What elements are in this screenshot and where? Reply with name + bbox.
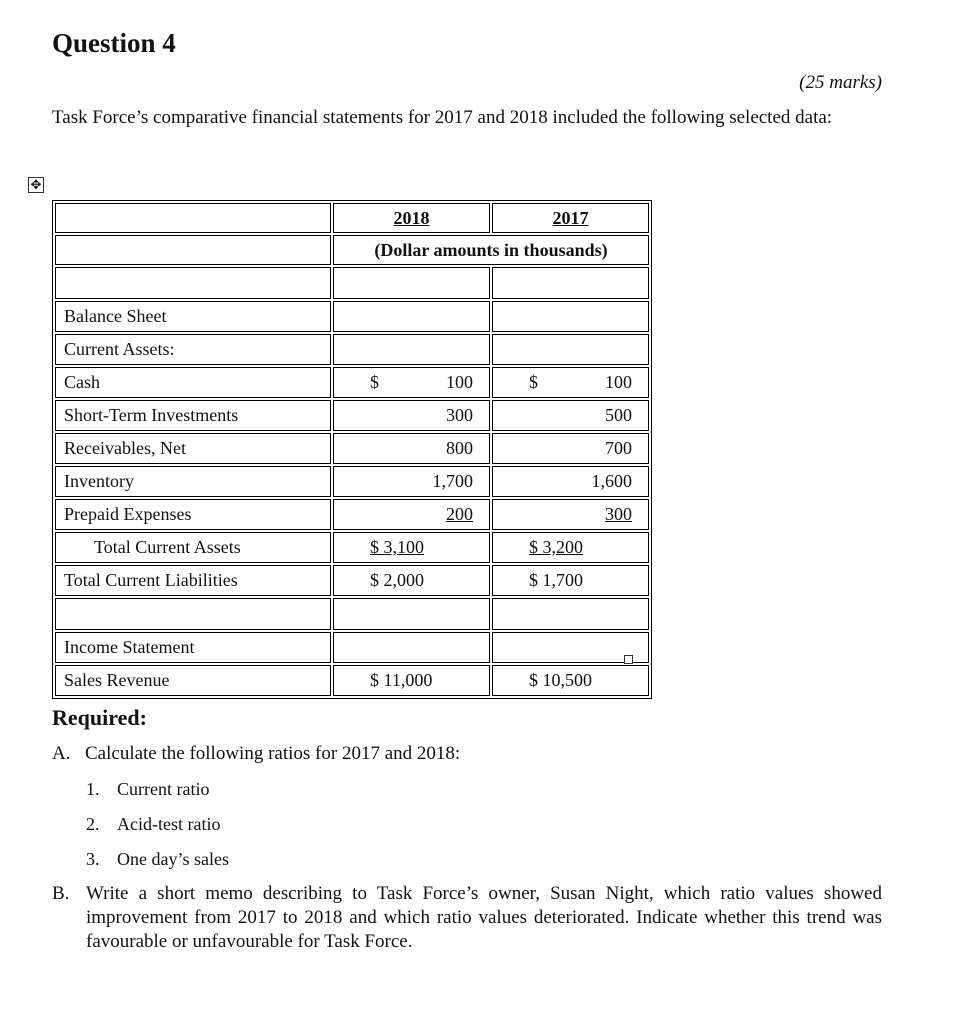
cell-value: 200 bbox=[446, 504, 473, 524]
requirement-text: Write a short memo describing to Task Force’s owner, Susan Night, which ratio values showed improvement from 2017 to 2018 and which ratio values deteriorated. Indicate whether this trend was favourable or unfavourable for Task Force. bbox=[86, 883, 882, 952]
table-cell bbox=[55, 267, 331, 299]
row-label: Balance Sheet bbox=[55, 301, 331, 332]
value-2018 bbox=[333, 433, 490, 464]
row-label: Total Current Assets bbox=[55, 532, 331, 563]
cell-value: 500 bbox=[605, 405, 632, 425]
list-number: 2. bbox=[86, 814, 100, 834]
row-label: Cash bbox=[55, 367, 331, 398]
row-label bbox=[55, 598, 331, 630]
requirement-b bbox=[52, 882, 882, 954]
table-row bbox=[55, 499, 649, 530]
table-cell bbox=[333, 334, 490, 365]
table-cell bbox=[492, 301, 649, 332]
table-cell bbox=[55, 235, 331, 265]
list-item bbox=[86, 779, 209, 800]
value-2018 bbox=[333, 565, 490, 596]
table-row bbox=[55, 565, 649, 596]
value-2018 bbox=[333, 367, 490, 398]
requirement-text: Calculate the following ratios for 2017 and 2018: bbox=[85, 743, 461, 764]
table-units-row bbox=[55, 235, 649, 265]
value-2018 bbox=[333, 665, 490, 696]
table-resize-handle[interactable] bbox=[624, 655, 633, 664]
currency-symbol: $ bbox=[370, 372, 379, 392]
question-title: Question 4 bbox=[52, 28, 176, 58]
value-2018 bbox=[333, 466, 490, 497]
table-row bbox=[55, 433, 649, 464]
value-2018 bbox=[333, 499, 490, 530]
table-row bbox=[55, 598, 649, 630]
value-2017 bbox=[492, 367, 649, 398]
intro-paragraph: Task Force’s comparative financial statements for 2017 and 2018 included the following selected data: bbox=[52, 107, 833, 128]
requirement-letter: B. bbox=[52, 883, 70, 904]
cell-value: $ 10,500 bbox=[529, 670, 592, 690]
table-header-row bbox=[55, 203, 649, 233]
value-2017 bbox=[492, 400, 649, 431]
value-2017 bbox=[492, 532, 649, 563]
value-2017 bbox=[492, 665, 649, 696]
row-label: Total Current Liabilities bbox=[55, 565, 331, 596]
units-label: (Dollar amounts in thousands) bbox=[333, 235, 649, 265]
list-item bbox=[86, 849, 229, 870]
list-number: 1. bbox=[86, 779, 100, 799]
cell-value: $ 2,000 bbox=[370, 570, 424, 590]
row-label: Prepaid Expenses bbox=[55, 499, 331, 530]
cell-value: $ 1,700 bbox=[529, 570, 583, 590]
table-move-handle-icon[interactable]: ✥ bbox=[28, 177, 44, 193]
cell-value: $ 3,100 bbox=[370, 537, 424, 557]
cell-value: 100 bbox=[446, 372, 473, 392]
required-heading: Required: bbox=[52, 705, 147, 730]
list-text: Acid-test ratio bbox=[117, 814, 221, 834]
table-cell bbox=[333, 301, 490, 332]
table-row bbox=[55, 267, 649, 299]
cell-value: 700 bbox=[605, 438, 632, 458]
column-header-2017: 2017 bbox=[492, 203, 649, 233]
value-2017 bbox=[492, 565, 649, 596]
value-2017 bbox=[492, 433, 649, 464]
table-cell bbox=[333, 267, 490, 299]
column-header-2018: 2018 bbox=[333, 203, 490, 233]
cell-value: 300 bbox=[605, 504, 632, 524]
marks-label: (25 marks) bbox=[799, 72, 882, 93]
cell-value: 300 bbox=[446, 405, 473, 425]
cell-value: 800 bbox=[446, 438, 473, 458]
requirement-a bbox=[52, 743, 460, 765]
row-label: Current Assets: bbox=[55, 334, 331, 365]
cell-value: 1,700 bbox=[432, 471, 473, 491]
value-2017 bbox=[492, 499, 649, 530]
table-row bbox=[55, 367, 649, 398]
row-label: Sales Revenue bbox=[55, 665, 331, 696]
table-row bbox=[55, 400, 649, 431]
row-label: Inventory bbox=[55, 466, 331, 497]
table-row bbox=[55, 466, 649, 497]
table-cell bbox=[55, 203, 331, 233]
table-cell bbox=[333, 632, 490, 663]
cell-value: 100 bbox=[605, 372, 632, 392]
list-text: One day’s sales bbox=[117, 849, 229, 869]
cell-value: $ 3,200 bbox=[529, 537, 583, 557]
row-label: Short-Term Investments bbox=[55, 400, 331, 431]
list-item bbox=[86, 814, 220, 835]
value-2017 bbox=[492, 466, 649, 497]
table-cell bbox=[492, 267, 649, 299]
table-row bbox=[55, 301, 649, 332]
list-text: Current ratio bbox=[117, 779, 210, 799]
currency-symbol: $ bbox=[529, 372, 538, 392]
row-label: Income Statement bbox=[55, 632, 331, 663]
table-cell bbox=[492, 598, 649, 630]
cell-value: 1,600 bbox=[591, 471, 632, 491]
table-row bbox=[55, 532, 649, 563]
requirement-letter: A. bbox=[52, 743, 71, 764]
table-cell bbox=[333, 598, 490, 630]
table-row bbox=[55, 334, 649, 365]
list-number: 3. bbox=[86, 849, 100, 869]
row-label: Receivables, Net bbox=[55, 433, 331, 464]
table-row bbox=[55, 665, 649, 696]
value-2018 bbox=[333, 400, 490, 431]
value-2018 bbox=[333, 532, 490, 563]
cell-value: $ 11,000 bbox=[370, 670, 433, 690]
table-cell bbox=[492, 334, 649, 365]
table-row bbox=[55, 632, 649, 663]
financial-data-table bbox=[52, 200, 652, 699]
